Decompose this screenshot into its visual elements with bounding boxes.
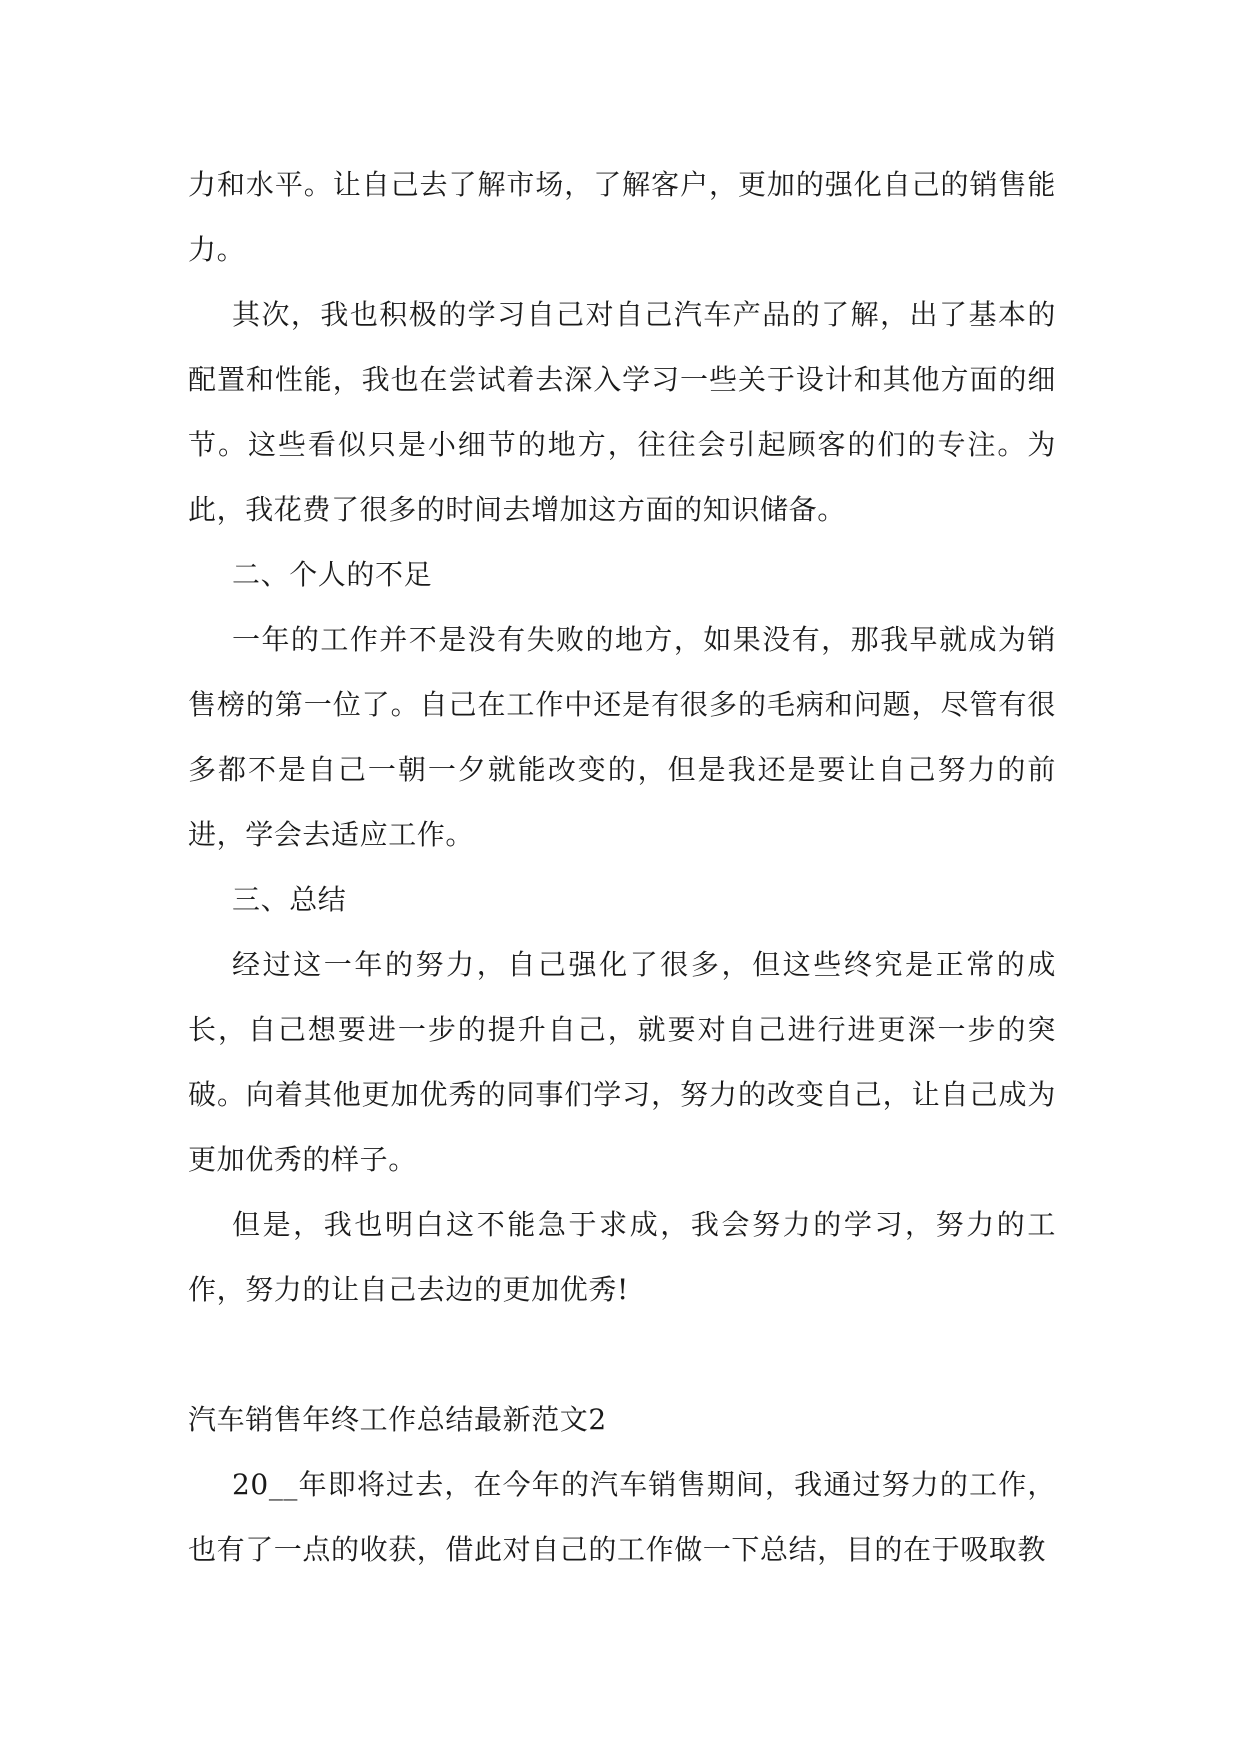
paragraph-5: 但是，我也明白这不能急于求成，我会努力的学习，努力的工作，努力的让自己去边的更加优秀! — [188, 1208, 1056, 1306]
section-title: 汽车销售年终工作总结最新范文2 — [188, 1403, 607, 1436]
document-body — [188, 152, 1056, 1582]
paragraph-1: 力和水平。让自己去了解市场，了解客户，更加的强化自己的销售能力。 — [188, 168, 1056, 266]
paragraph-4: 经过这一年的努力，自己强化了很多，但这些终究是正常的成长，自己想要进一步的提升自己，就要对自己进行进更深一步的突破。向着其他更加优秀的同事们学习，努力的改变自己，让自己成为更加优秀的样子。 — [188, 948, 1056, 1176]
section-paragraph-1: 20__年即将过去，在今年的汽车销售期间，我通过努力的工作，也有了一点的收获，借此对自己的工作做一下总结，目的在于吸取教 — [188, 1468, 1056, 1566]
paragraph-2: 其次，我也积极的学习自己对自己汽车产品的了解，出了基本的配置和性能，我也在尝试着去深入学习一些关于设计和其他方面的细节。这些看似只是小细节的地方，往往会引起顾客的们的专注。为此，我花费了很多的时间去增加这方面的知识储备。 — [188, 298, 1056, 526]
section-gap — [188, 1322, 1056, 1387]
heading-shortcomings: 二、个人的不足 — [232, 558, 433, 591]
paragraph-3: 一年的工作并不是没有失败的地方，如果没有，那我早就成为销售榜的第一位了。自己在工作中还是有很多的毛病和问题，尽管有很多都不是自己一朝一夕就能改变的，但是我还是要让自己努力的前进，学会去适应工作。 — [188, 623, 1056, 851]
heading-summary: 三、总结 — [232, 883, 347, 916]
